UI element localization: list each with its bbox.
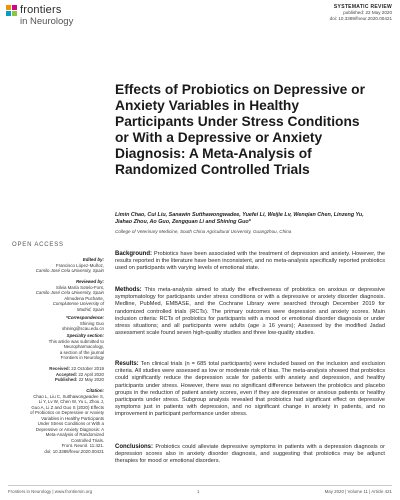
citation-line: Front. Neurol. 11:421. — [61, 443, 104, 448]
results-text: Ten clinical trials (n = 685 total participants) were included based on the inclusion and exclusion criteria. All studies were assessed as low or moderate risk of bias. The meta-analysis showed that probiotics could significantly reduce the depression scale for patients with anxiety and depression, and healthy participants under stress. However, there was no significant difference between the probiotics and placebo groups in the reduction of patient anxiety scores, even if they are depressive or anxious patients or healthy participants under stress. Subgroup analysis revealed that probiotics had significant effect on depressive symptoms just in patients with depression, and no significant change in anxiety in patients, and no improvement in participant performance under stress. — [115, 361, 385, 418]
editor-affiliation: Camilo José Cela University, Spain — [35, 268, 104, 273]
page-number: 1 — [197, 489, 200, 494]
article-meta — [212, 4, 392, 22]
journal-name: in Neurology — [20, 16, 74, 27]
page-footer — [0, 487, 400, 497]
specialty-line: Frontiers in Neurology — [60, 355, 104, 360]
footer-divider — [8, 485, 392, 486]
received-label: Received: — [49, 366, 71, 371]
reviewer-line: Silvia María Sotelo-Font, — [55, 284, 104, 290]
abstract-background — [115, 251, 385, 273]
open-access-badge: OPEN ACCESS — [12, 242, 64, 248]
methods-label: Methods: — [115, 287, 142, 293]
conclusions-label: Conclusions: — [115, 444, 154, 450]
editor-name: Francisco López-Muñoz, — [55, 262, 104, 268]
doi[interactable]: doi: 10.3389/fneur.2020.00421 — [329, 16, 392, 21]
correspondence-email[interactable]: shining@scau.edu.cn — [61, 326, 104, 331]
published-label: Published: — [54, 377, 78, 382]
citation-line: Chao L, Liu C, Sutthawongwadee S, — [33, 393, 104, 399]
abstract-results — [115, 361, 385, 419]
reviewer-line: Madrid, Spain — [76, 306, 104, 312]
reviewer-line: Complutense University of — [52, 301, 104, 306]
citation-line: Controlled Trials. — [71, 437, 104, 443]
accepted-label: Accepted: — [55, 371, 78, 377]
specialty-label: Specialty section: — [66, 333, 104, 338]
specialty-line: This article was submitted to — [48, 338, 104, 344]
specialty-line: a section of the journal — [59, 349, 104, 355]
edited-by-section — [14, 257, 104, 274]
correspondence-name: Shining Guo — [79, 320, 104, 326]
published-date-side: 22 May 2020 — [78, 377, 104, 382]
results-label: Results: — [115, 361, 139, 367]
citation-line: Li Y, Lv W, Chen W, Yu L, Zhou J, — [38, 399, 104, 404]
citation-line: Guo A, Li Z and Guo S (2020) Effects — [31, 404, 104, 410]
abstract-conclusions — [115, 444, 385, 466]
article-title: Effects of Probiotics on Depressive or Anxiety Variables in Healthy Participants Under Stress Conditions or With a Depressive or Anxiety Diagnosis: A Meta-Analysis of Randomized Controlled Trials — [115, 82, 365, 177]
brand-name: frontiers — [20, 4, 62, 16]
received-date: 22 October 2019 — [71, 366, 104, 371]
citation-section — [14, 388, 104, 454]
footer-volume: May 2020 | Volume 11 | Article 421 — [324, 489, 392, 494]
reviewer-line: Almudena Pucharte, — [64, 295, 104, 301]
author-list: Limin Chao, Cui Liu, Sanawin Sutthawongwadee, Yuefei Li, Weijie Lv, Wenqian Chen, Linzeng Yu, Jiahao Zhou, Ao Guo, Zengquan Li and Shining Guo* — [115, 212, 364, 225]
affiliation: College of Veterinary Medicine, South China Agricultural University, Guangzhou, China — [115, 229, 292, 234]
citation-line: Variables in Healthy Participants — [41, 415, 104, 421]
dates-section — [14, 366, 104, 383]
citation-line: Depressive or Anxiety Diagnosis: A — [35, 426, 104, 432]
specialty-section — [14, 333, 104, 361]
background-text: Probiotics have been associated with the treatment of depression and anxiety. However, the results reported in the literature have been inconsistent, and no meta-analysis specifically reported probiotics used on participants with varying levels of emotional state. — [115, 251, 385, 272]
citation-line: Under Stress Conditions or With a — [37, 421, 104, 426]
article-type: SYSTEMATIC REVIEW — [333, 4, 392, 10]
specialty-line: Neuropharmacology, — [63, 344, 104, 349]
correspondence-label: *Correspondence: — [65, 315, 104, 320]
edited-by-label: Edited by: — [82, 257, 104, 262]
reviewed-by-label: Reviewed by: — [75, 279, 104, 284]
footer-journal-link[interactable]: Frontiers in Neurology | www.frontiersin.org — [8, 489, 93, 494]
methods-text: This meta-analysis aimed to study the effectiveness of probiotics on anxious or depressive symptomatology for participants under stress conditions or with a depressive or anxiety disorder diagnosis. Medline, PubMed, EMBASE, and the Cochrane Library were searched through December 2019 for randomized controlled trials (RCTs). The primary outcomes were depression and anxiety scores. Main inclusion criteria: RCTs of probiotics for participants with a mood or emotional disorder diagnosis or under stress situations; and all participants were adults (age ≥ 16 years); Assessed by the modified Jadad assessment scale found seven high-quality studies and three low-quality studies. — [115, 287, 386, 337]
abstract-methods — [115, 287, 385, 337]
published-date: published: 22 May 2020 — [343, 10, 392, 15]
citation-line: of Probiotics on Depressive or Anxiety — [30, 410, 104, 415]
citation-doi[interactable]: doi: 10.3389/fneur.2020.00421 — [44, 448, 104, 454]
correspondence-section — [14, 315, 104, 332]
citation-line: Meta-Analysis of Randomized — [45, 432, 104, 437]
reviewer-line: Camilo José Cela University, Spain — [35, 290, 104, 295]
frontiers-logo-icon — [6, 5, 18, 17]
reviewed-by-section — [14, 279, 104, 312]
accepted-date: 22 April 2020 — [78, 371, 104, 377]
citation-label: Citation: — [86, 388, 104, 393]
background-label: Background: — [115, 251, 153, 257]
conclusions-text: Probiotics could alleviate depressive symptoms in patients with a depression diagnosis or depression scores also in anxiety disorder diagnosis, and suggesting that probiotics may be adjunct therapies for mood or emotional disorders. — [115, 444, 385, 465]
journal-logo[interactable] — [6, 4, 96, 34]
page-header — [0, 0, 400, 40]
